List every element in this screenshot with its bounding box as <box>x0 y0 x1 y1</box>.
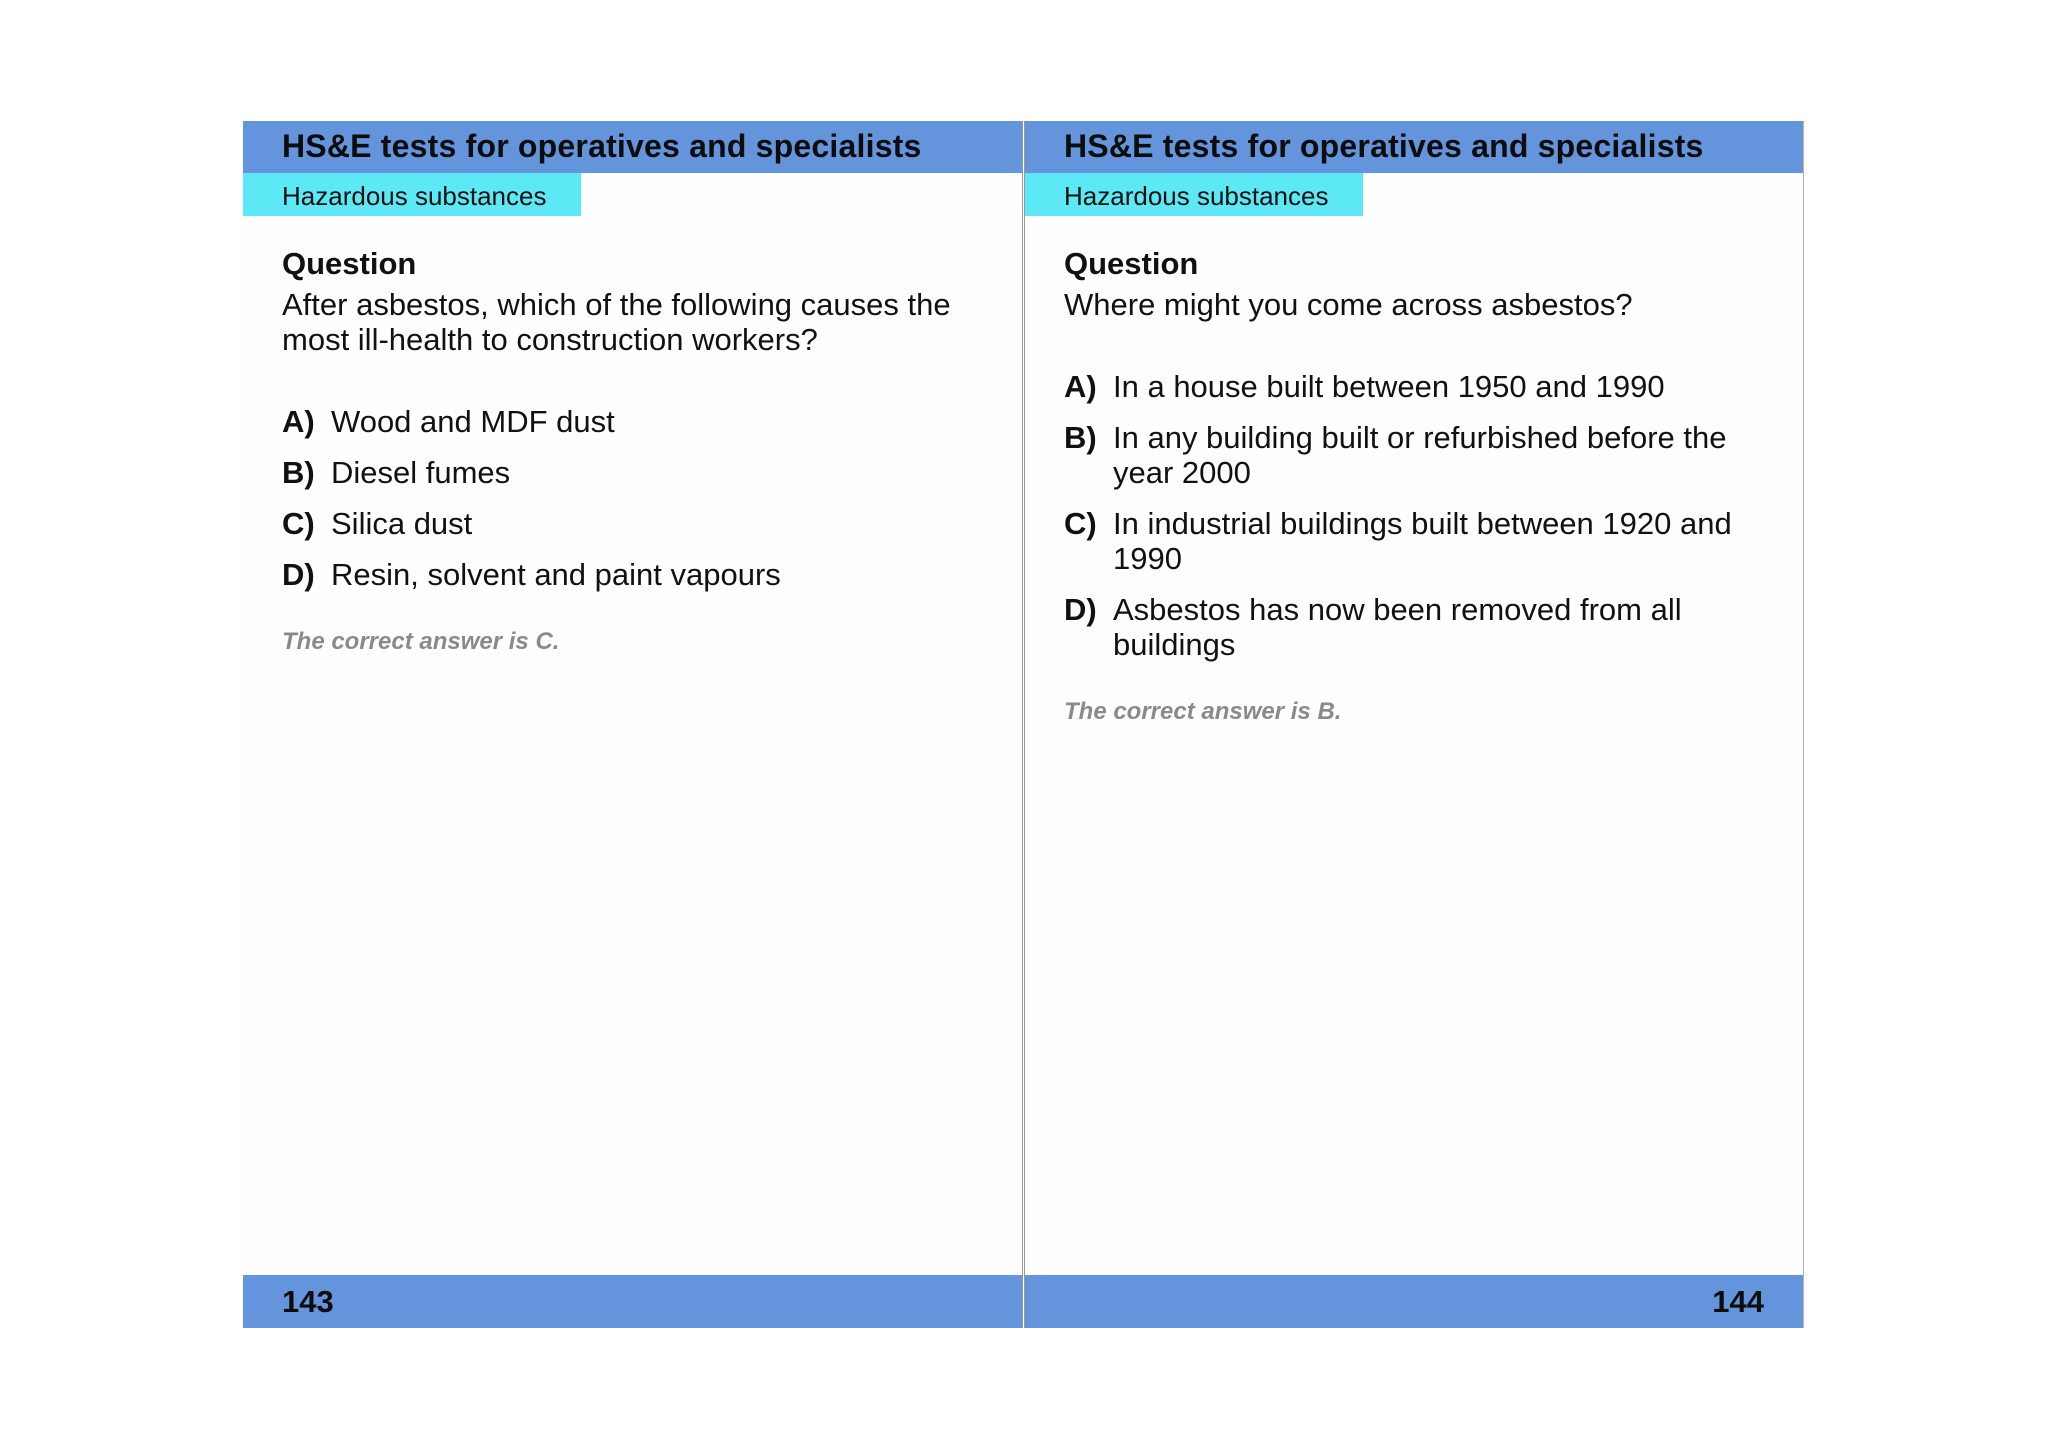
option-text: In a house built between 1950 and 1990 <box>1113 369 1665 404</box>
answer-option-c[interactable] <box>282 506 982 541</box>
option-letter: D) <box>1064 592 1097 627</box>
option-letter: A) <box>1064 369 1097 404</box>
page-number: 143 <box>282 1284 334 1319</box>
option-text: Diesel fumes <box>331 455 511 490</box>
answer-option-c[interactable] <box>1064 506 1764 576</box>
option-text: Silica dust <box>331 506 473 541</box>
question-heading: Question <box>282 246 417 281</box>
page-footer-bar <box>243 1275 1022 1328</box>
option-text: Resin, solvent and paint vapours <box>331 557 781 592</box>
topic-label: Hazardous substances <box>282 181 547 211</box>
topic-label: Hazardous substances <box>1064 181 1329 211</box>
page-header-bar <box>243 121 1022 173</box>
correct-answer-note: The correct answer is C. <box>282 628 560 655</box>
page-footer-bar <box>1025 1275 1803 1328</box>
question-block <box>282 245 982 656</box>
question-heading: Question <box>1064 246 1199 281</box>
page-header-bar <box>1025 121 1803 173</box>
question-block <box>1064 245 1764 726</box>
page-header-title: HS&E tests for operatives and specialists <box>1064 128 1704 164</box>
option-text: Wood and MDF dust <box>331 404 615 439</box>
option-text: In industrial buildings built between 1920 and 1990 <box>1113 506 1732 576</box>
answer-options <box>1064 369 1764 662</box>
answer-option-a[interactable] <box>1064 369 1764 404</box>
answer-option-a[interactable] <box>282 404 982 439</box>
option-text: Asbestos has now been removed from all buildings <box>1113 592 1682 662</box>
correct-answer-note: The correct answer is B. <box>1064 698 1342 725</box>
option-letter: D) <box>282 557 315 592</box>
page-number: 144 <box>1712 1284 1764 1319</box>
question-text: Where might you come across asbestos? <box>1064 287 1633 322</box>
topic-tab <box>1025 173 1363 216</box>
option-letter: B) <box>1064 420 1097 455</box>
option-letter: B) <box>282 455 315 490</box>
option-letter: A) <box>282 404 315 439</box>
page-left <box>243 121 1023 1328</box>
answer-option-b[interactable] <box>1064 420 1764 490</box>
option-text: In any building built or refurbished before the year 2000 <box>1113 420 1727 490</box>
answer-option-d[interactable] <box>1064 592 1764 662</box>
option-letter: C) <box>282 506 315 541</box>
option-letter: C) <box>1064 506 1097 541</box>
book-spread <box>243 121 1805 1328</box>
topic-tab <box>243 173 581 216</box>
answer-option-d[interactable] <box>282 557 982 592</box>
page-right <box>1024 121 1804 1328</box>
answer-option-b[interactable] <box>282 455 982 490</box>
answer-options <box>282 404 982 592</box>
page-header-title: HS&E tests for operatives and specialists <box>282 128 922 164</box>
question-text: After asbestos, which of the following causes the most ill-health to construction workers? <box>282 287 951 357</box>
